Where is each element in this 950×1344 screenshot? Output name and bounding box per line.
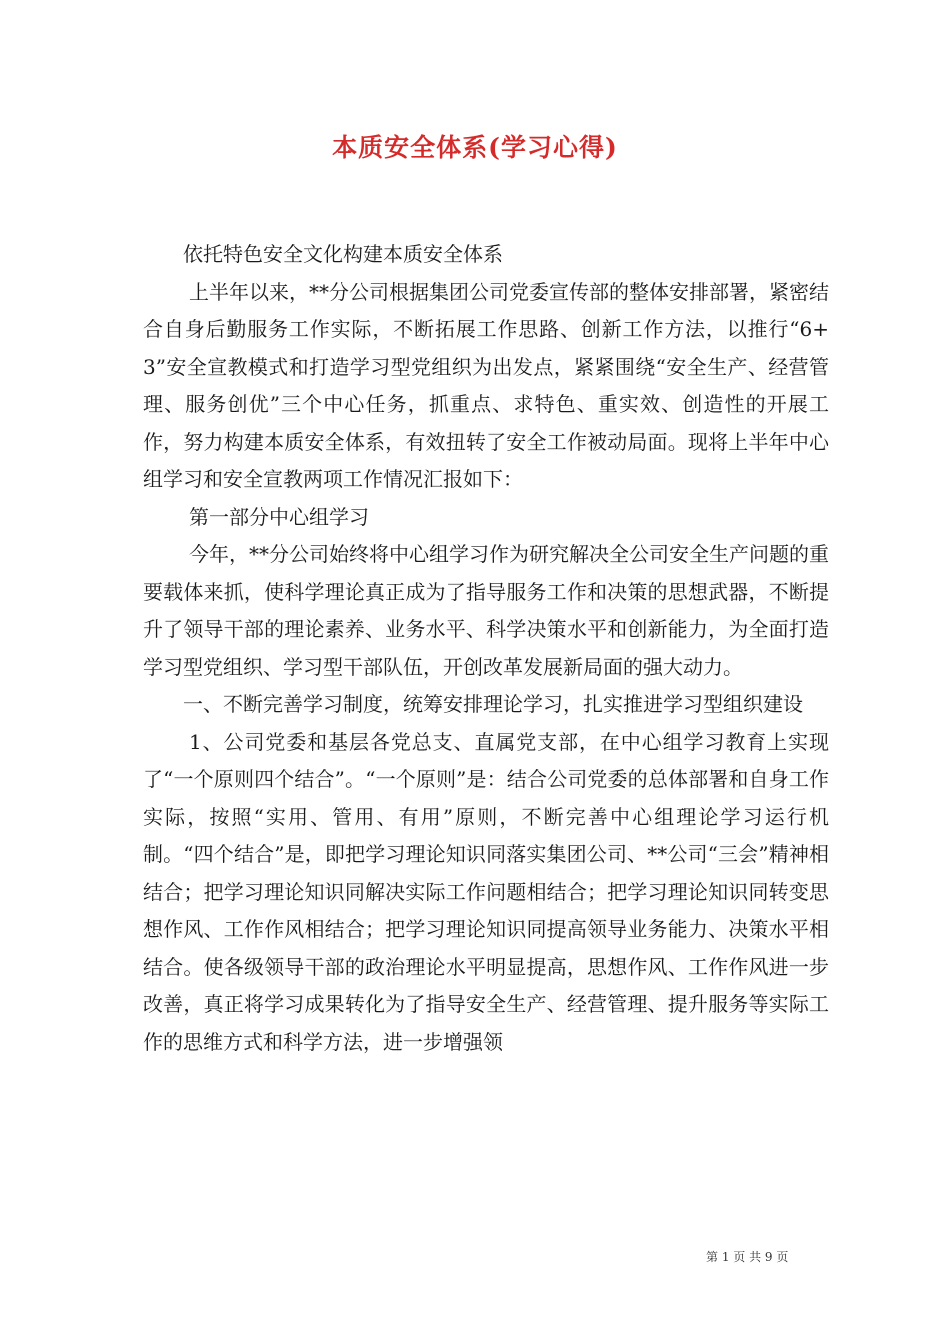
page-title: 本质安全体系(学习心得) xyxy=(332,133,618,162)
paragraph-intro: 上半年以来，**分公司根据集团公司党委宣传部的整体安排部署，紧密结合自身后勤服务工作实际，不断拓展工作思路、创新工作方法，以推行“6+3”安全宣教模式和打造学习型党组织为出发点，紧紧围绕“安全生产、经营管理、服务创优”三个中心任务，抓重点、求特色、重实效、创造性的开展工作，努力构建本质安全体系，有效扭转了安全工作被动局面。现将上半年中心组学习和安全宣教两项工作情况汇报如下： xyxy=(143,279,829,491)
paragraph-subheading: 一、不断完善学习制度，统筹安排理论学习，扎实推进学习型组织建设 xyxy=(183,692,803,716)
paragraph-section-heading: 第一部分中心组学习 xyxy=(189,504,369,529)
document-body xyxy=(143,236,829,1061)
paragraph-section-body: 今年，**分公司始终将中心组学习作为研究解决全公司安全生产问题的重要载体来抓，使科学理论真正成为了指导服务工作和决策的思想武器，不断提升了领导干部的理论素养、业务水平、科学决策水平和创新能力，为全面打造学习型党组织、学习型干部队伍，开创改革发展新局面的强大动力。 xyxy=(143,542,829,679)
page-footer: 第 1 页 共 9 页 xyxy=(706,1250,789,1264)
paragraph-subtitle: 依托特色安全文化构建本质安全体系 xyxy=(183,242,503,266)
paragraph-item-1: 1、公司党委和基层各党总支、直属党支部，在中心组学习教育上实现了“一个原则四个结合”。“一个原则”是：结合公司党委的总体部署和自身工作实际，按照“实用、管用、有用”原则，不断完善中心组理论学习运行机制。“四个结合”是，即把学习理论知识同落实集团公司、**公司“三会”精神相结合；把学习理论知识同解决实际工作问题相结合；把学习理论知识同转变思想作风、工作作风相结合；把学习理论知识同提高领导业务能力、决策水平相结合。使各级领导干部的政治理论水平明显提高，思想作风、工作作风进一步改善，真正将学习成果转化为了指导安全生产、经营管理、提升服务等实际工作的思维方式和科学方法，进一步增强领 xyxy=(143,729,829,1054)
